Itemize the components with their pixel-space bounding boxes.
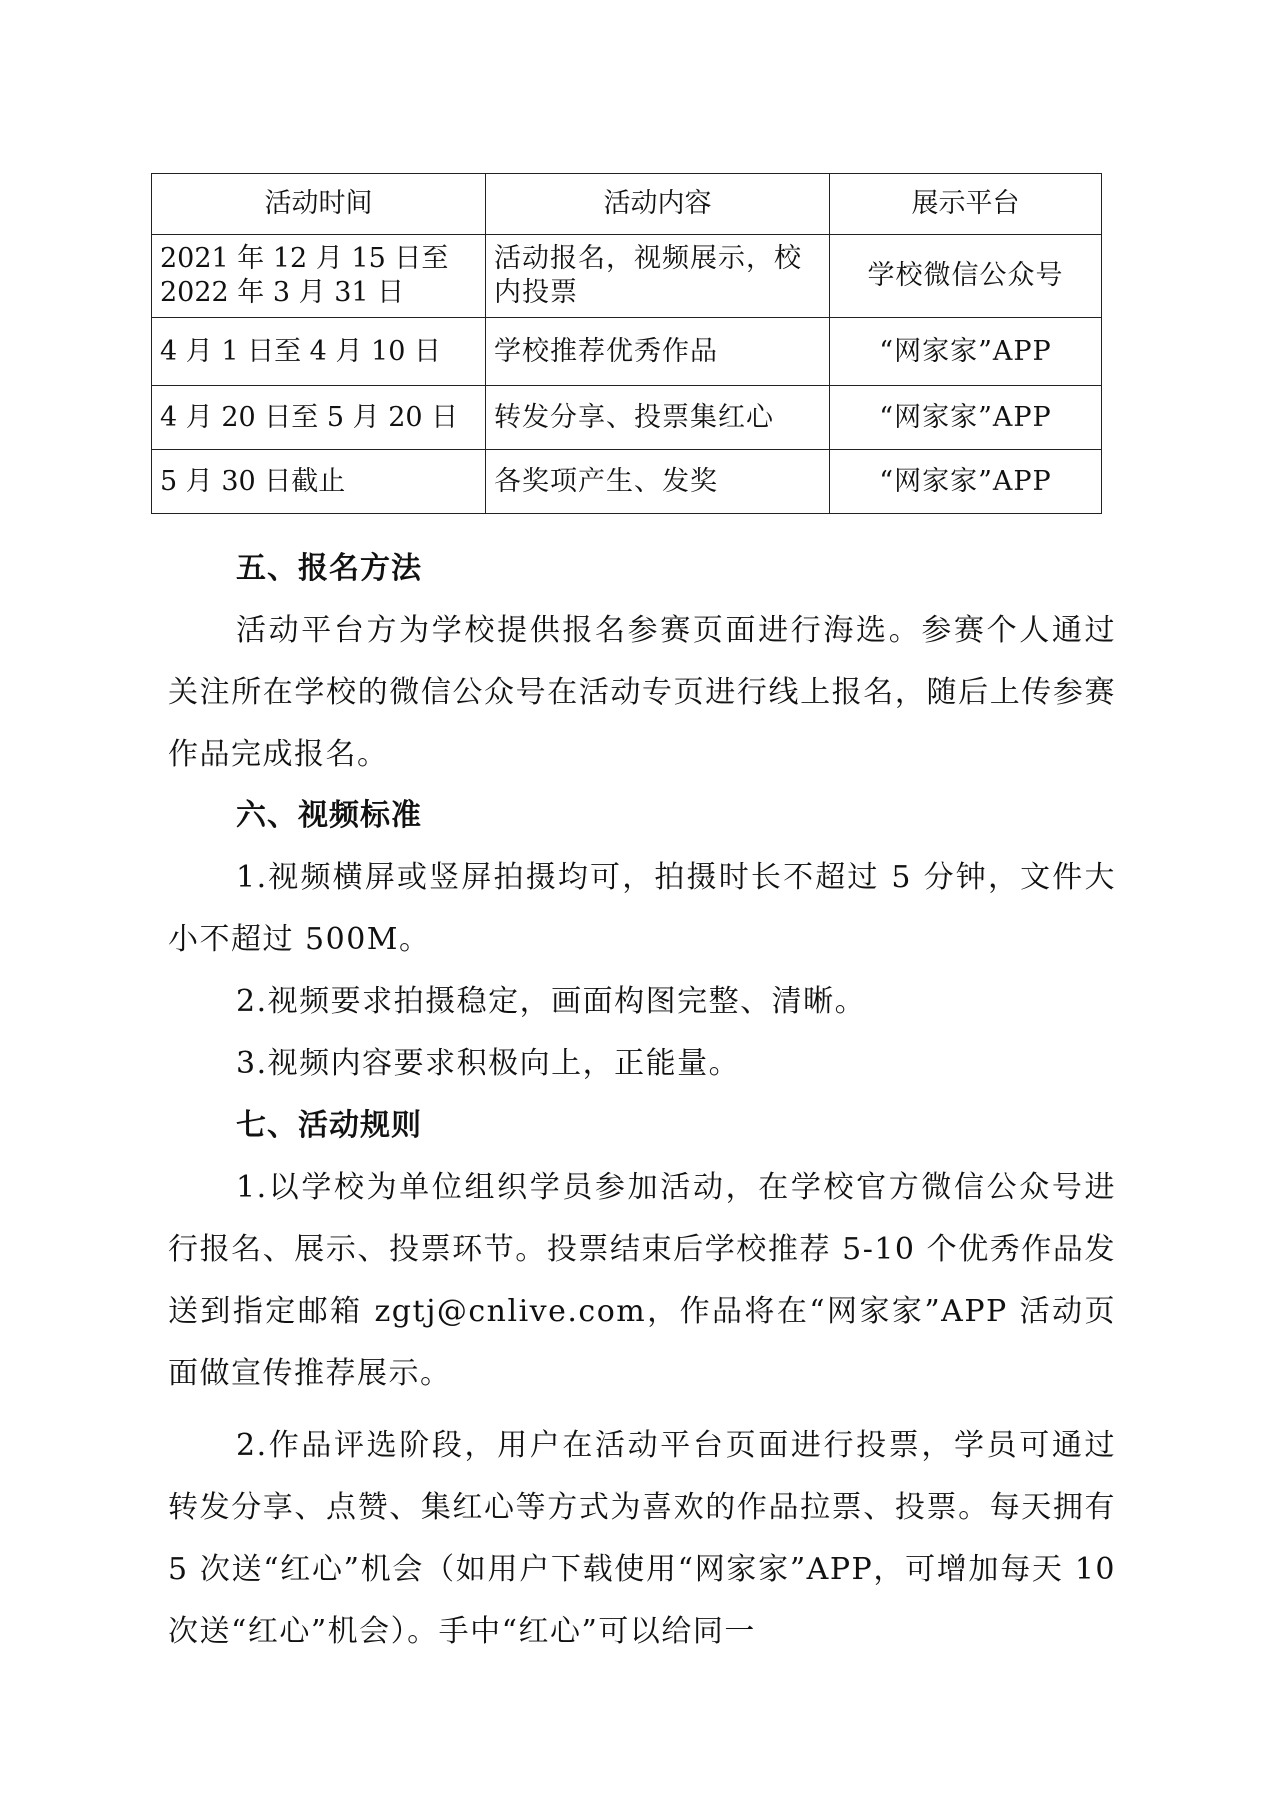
cell-content: 学校推荐优秀作品 [486, 318, 830, 386]
section-heading-video-standards: 六、视频标准 [236, 798, 422, 833]
schedule-table [151, 173, 1102, 514]
paragraph: 3.视频内容要求积极向上，正能量。 [236, 1046, 741, 1081]
section-body-rules [168, 1157, 1116, 1663]
cell-time: 4 月 1 日至 4 月 10 日 [152, 318, 486, 386]
paragraph: 2.作品评选阶段，用户在活动平台页面进行投票，学员可通过转发分享、点赞、集红心等方式为喜欢的作品拉票、投票。每天拥有 5 次送“红心”机会（如用户下载使用“网家家”APP，可增加每天 10 次送“红心”机会）。手中“红心”可以给同一 [168, 1428, 1116, 1649]
section-heading-registration: 五、报名方法 [236, 551, 422, 586]
header-time: 活动时间 [152, 174, 486, 235]
paragraph: 1.以学校为单位组织学员参加活动，在学校官方微信公众号进行报名、展示、投票环节。投票结束后学校推荐 5-10 个优秀作品发送到指定邮箱 zgtj@cnlive.com，作品将在“网家家”APP 活动页面做宣传推荐展示。 [168, 1170, 1116, 1391]
section-body-registration [168, 600, 1116, 786]
cell-time: 5 月 30 日截止 [152, 450, 486, 514]
cell-content: 转发分享、投票集红心 [486, 386, 830, 450]
paragraph: 1.视频横屏或竖屏拍摄均可，拍摄时长不超过 5 分钟，文件大小不超过 500M。 [168, 860, 1116, 957]
table-row [152, 450, 1102, 514]
header-platform: 展示平台 [830, 174, 1102, 235]
table-row [152, 318, 1102, 386]
section-body-video-standards [168, 847, 1116, 1095]
section-heading-rules: 七、活动规则 [236, 1108, 422, 1143]
paragraph: 2.视频要求拍摄稳定，画面构图完整、清晰。 [236, 984, 867, 1019]
table-row [152, 235, 1102, 318]
cell-time: 2021 年 12 月 15 日至 2022 年 3 月 31 日 [152, 235, 486, 318]
header-content: 活动内容 [486, 174, 830, 235]
paragraph: 活动平台方为学校提供报名参赛页面进行海选。参赛个人通过关注所在学校的微信公众号在活动专页进行线上报名，随后上传参赛作品完成报名。 [168, 613, 1116, 772]
cell-platform: “网家家”APP [830, 450, 1102, 514]
cell-platform: “网家家”APP [830, 318, 1102, 386]
cell-time: 4 月 20 日至 5 月 20 日 [152, 386, 486, 450]
cell-platform: “网家家”APP [830, 386, 1102, 450]
table-row [152, 386, 1102, 450]
cell-content: 活动报名，视频展示，校内投票 [486, 235, 830, 318]
cell-platform: 学校微信公众号 [830, 235, 1102, 318]
table-header-row [152, 174, 1102, 235]
cell-content: 各奖项产生、发奖 [486, 450, 830, 514]
